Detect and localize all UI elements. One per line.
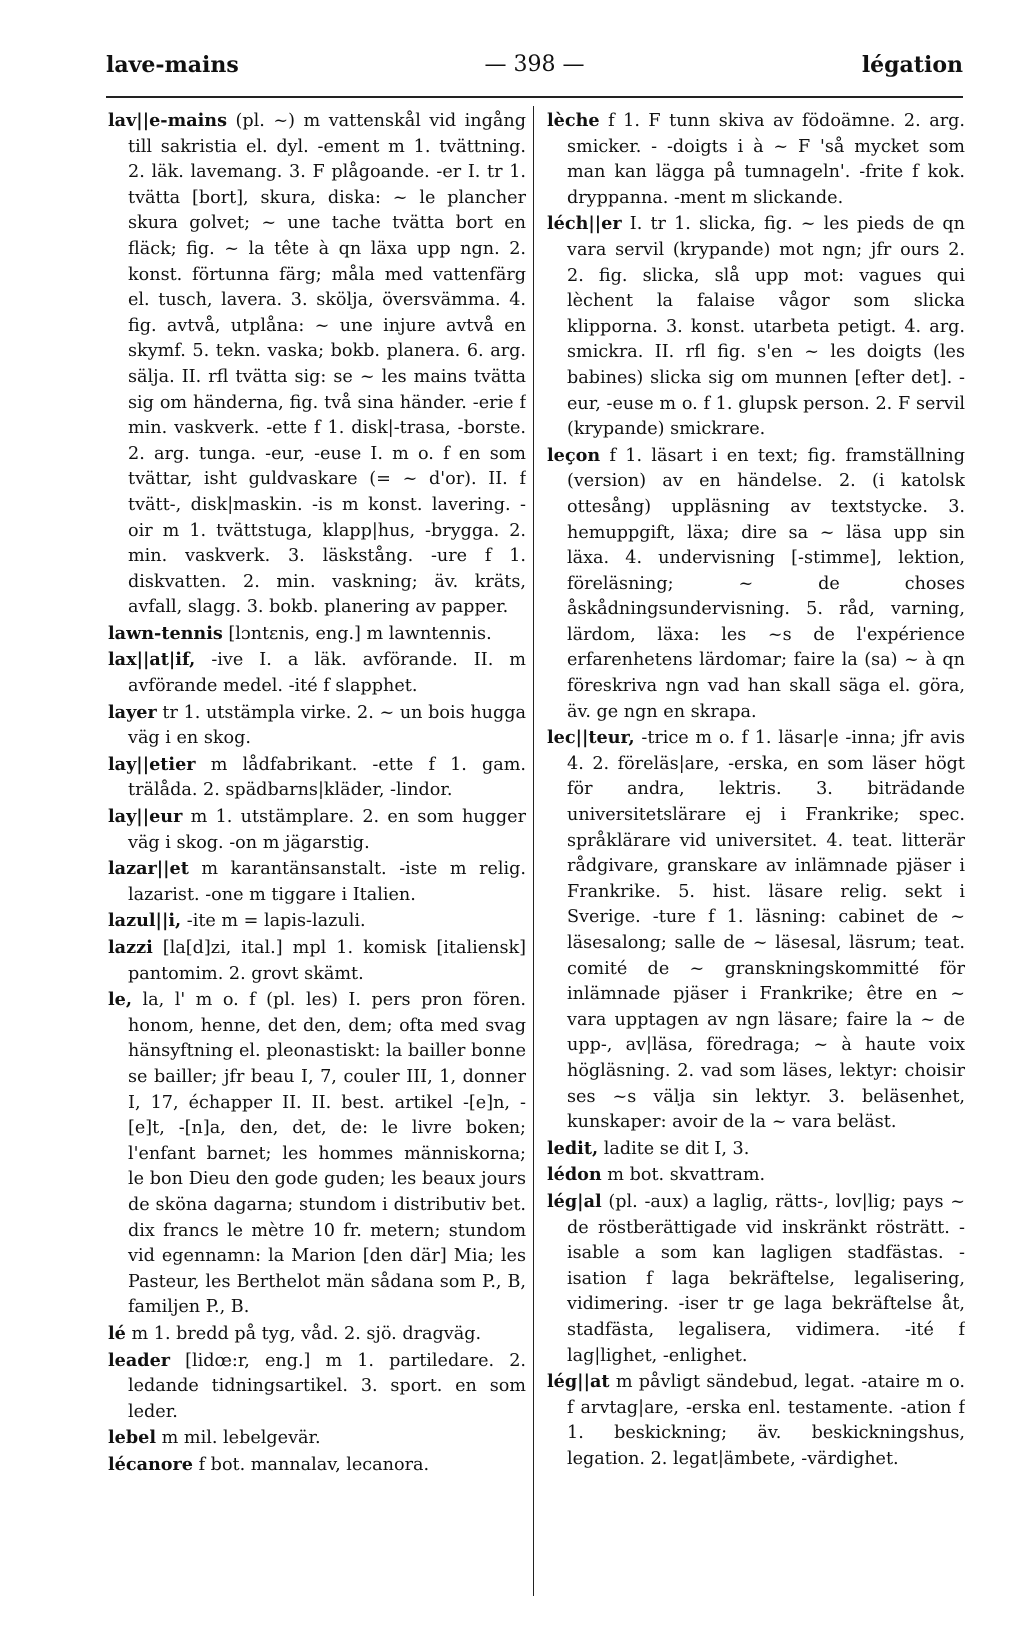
dictionary-entry: lebel m mil. lebelgevär. <box>108 1427 321 1449</box>
right-column <box>547 108 965 1608</box>
headword: le, <box>108 989 133 1011</box>
dictionary-entry: lédon m bot. skvattram. <box>547 1164 766 1186</box>
left-column <box>108 108 526 1608</box>
headword: lédon <box>547 1164 602 1186</box>
page-header <box>106 52 963 82</box>
headword: lay||etier <box>108 753 196 775</box>
dictionary-entry: lé m 1. bredd på tyg, våd. 2. sjö. dragväg. <box>108 1322 482 1344</box>
column-divider <box>533 106 534 1596</box>
dictionary-entry: le, la, l' m o. f (pl. les) I. pers pron fören. honom, henne, det den, dem; ofta med svag hänsyftning el. pleonastiskt: la bailler bonne se bailler; jfr beau I, 7, couler III, 1, donner I, 17, échapper II. II. best. artikel -[e]n, -[e]t, -[n]a, den, det, de: le livre boken; l'enfant barnet; les hommes människorna; le bon Dieu den gode guden; les beaux jours de sköna dagarna; stundom i distributiv bet. dix francs le mètre 10 fr. metern; stundom vid egennamn: la Marion [den där] Mia; les Pasteur, les Berthelot män sådana som P., B, familjen P., B. <box>108 989 526 1318</box>
headword: leçon <box>547 444 601 466</box>
dictionary-entry: lazzi [la[d]zi, ital.] mpl 1. komisk [italiensk] pantomim. 2. grovt skämt. <box>108 937 526 984</box>
dictionary-entry: leçon f 1. läsart i en text; fig. framställning (version) av en händelse. 2. (i katolsk ottesång) uppläsning av textstycke. 3. hemuppgift, läxa; dire sa ~ läsa upp sin läxa. 4. undervisning [-stimme], lektion, föreläsning; ~ de choses åskådningsundervisning. 5. råd, varning, lärdom, läxa: les ~s de l'expérience erfarenhetens lärdomar; faire la (sa) ~ à qn föreskriva ngn vad han skall säga el. göra, äv. ge ngn en skrapa. <box>547 444 965 722</box>
dictionary-entry: lécanore f bot. mannalav, lecanora. <box>108 1453 430 1475</box>
headword: lég|al <box>547 1190 602 1212</box>
dictionary-entry: lazar||et m karantänsanstalt. -iste m relig. lazarist. -one m tiggare i Italien. <box>108 858 526 905</box>
dictionary-entry: lav||e-mains (pl. ~) m vattenskål vid ingång till sakristia el. dyl. -ement m 1. tvättning. 2. läk. lavemang. 3. F plågoande. -er I. tr 1. tvätta [bort], skura, diska: ~ le plancher skura golvet; ~ une tache tvätta bort en fläck; fig. ~ la tête à qn läxa upp ngn. 2. konst. förtunna färg; måla med vattenfärg el. tusch, lavera. 3. skölja, översvämma. 4. fig. avtvå, utplåna: ~ une injure avtvå en skymf. 5. tekn. vaska; bokb. planera. 6. arg. sälja. II. rfl tvätta sig: se ~ les mains tvätta sig om händerna, fig. två sina händer. -erie f min. vaskverk. -ette f 1. disk|-trasa, -borste. 2. arg. tunga. -eur, -euse I. m o. f en som tvättar, isht guldvaskare (= ~ d'or). II. f tvätt-, disk|maskin. -is m konst. lavering. -oir m 1. tvättstuga, klapp|hus, -brygga. 2. min. vaskverk. 3. läskstång. -ure f 1. diskvatten. 2. min. vaskning; äv. kräts, avfall, slagg. 3. bokb. planering av papper. <box>108 110 526 618</box>
dictionary-entry: ledit, ladite se dit I, 3. <box>547 1137 750 1159</box>
headword: lèche <box>547 110 600 131</box>
dictionary-entry: lég|al (pl. -aux) a laglig, rätts-, lov|lig; pays ~ de röstberättigade vid inskränkt rösträtt. -isable a som kan lagligen stadfästas. -isation f laga bekräftelse, legalisering, vidimering. -iser tr ge laga bekräftelse åt, stadfästa, legalisera, vidimera. -ité f lag|lighet, -enlighet. <box>547 1190 965 1366</box>
header-first-word: lave-mains <box>106 52 239 78</box>
header-last-word: légation <box>861 52 963 78</box>
headword: lazul||i, <box>108 910 182 932</box>
headword: lay||eur <box>108 806 183 828</box>
dictionary-entry: lay||eur m 1. utstämplare. 2. en som hugger väg i skog. -on m jägarstig. <box>108 806 526 853</box>
dictionary-entry: lax||at|if, -ive I. a läk. avförande. II. m avförande medel. -ité f slapphet. <box>108 649 526 697</box>
dictionary-entry: lec||teur, -trice m o. f 1. läsar|e -inna; jfr avis 4. 2. föreläs|are, -erska, en som läser högt för andra, lektris. 3. biträdande universitetslärare ej i Frankrike; spec. språklärare vid universitet. 4. teat. litterär rådgivare, granskare av inlämnade pjäser i Frankrike. 5. hist. läsare relig. sekt i Sverige. -ture f 1. läsning: cabinet de ~ läsesalong; salle de ~ läsesal, läsrum; teat. comité de ~ granskningskommitté för inlämnade pjäser i Frankrike; être en ~ vara upptagen av ngn läsare; faire la ~ de upp-, av|läsa, föredraga; ~ à haute voix högläsning. 2. vad som läses, lektyr: choisir ses ~s välja sin lektyr. 3. beläsenhet, kunskaper: avoir de la ~ vara beläst. <box>547 727 965 1133</box>
headword: léch||er <box>547 213 622 235</box>
headword: layer <box>108 701 157 723</box>
headword: lec||teur, <box>547 727 635 749</box>
dictionary-entry: lawn-tennis [lɔntɛnis, eng.] m lawntennis. <box>108 622 492 644</box>
header-rule <box>106 96 963 98</box>
headword: lécanore <box>108 1453 193 1475</box>
dictionary-entry: léch||er I. tr 1. slicka, fig. ~ les pieds de qn vara servil (krypande) mot ngn; jfr ours 2. 2. fig. slicka, slå upp mot: vagues qui lèchent la falaise vågor som slicka klipporna. 3. konst. utarbeta petigt. 4. arg. smickra. II. rfl fig. s'en ~ les doigts (les babines) slicka sig om munnen [efter det]. -eur, -euse m o. f 1. glupsk person. 2. F servil (krypande) smickrare. <box>547 213 965 440</box>
headword: ledit, <box>547 1137 599 1159</box>
headword: lég||at <box>547 1371 610 1393</box>
dictionary-entry: lég||at m påvligt sändebud, legat. -ataire m o. f arvtag|are, -erska enl. testamente. -ation f 1. beskickning; äv. beskickningshus, legation. 2. legat|ämbete, -värdighet. <box>547 1371 965 1469</box>
dictionary-entry: lazul||i, -ite m = lapis-lazuli. <box>108 910 366 932</box>
headword: lax||at|if, <box>108 649 196 671</box>
headword: lebel <box>108 1427 157 1449</box>
dictionary-entry: lay||etier m lådfabrikant. -ette f 1. gam. trälåda. 2. spädbarns|kläder, -lindor. <box>108 753 526 801</box>
dictionary-entry: layer tr 1. utstämpla virke. 2. ~ un bois hugga väg i en skog. <box>108 701 526 749</box>
dictionary-entry: leader [lidœ:r, eng.] m 1. partiledare. 2. ledande tidningsartikel. 3. sport. en som leder. <box>108 1349 526 1422</box>
headword: leader <box>108 1349 171 1371</box>
headword: lazzi <box>108 937 153 958</box>
headword: lé <box>108 1322 126 1344</box>
headword: lav||e-mains <box>108 110 227 131</box>
headword: lazar||et <box>108 858 189 880</box>
page-number: — 398 — <box>484 52 585 77</box>
dictionary-entry: lèche f 1. F tunn skiva av födoämne. 2. arg. smicker. - -doigts i à ~ F 'så mycket som man kan lägga på tumnageln'. -frite f kok. dryppanna. -ment m slickande. <box>547 110 965 208</box>
headword: lawn-tennis <box>108 622 223 644</box>
